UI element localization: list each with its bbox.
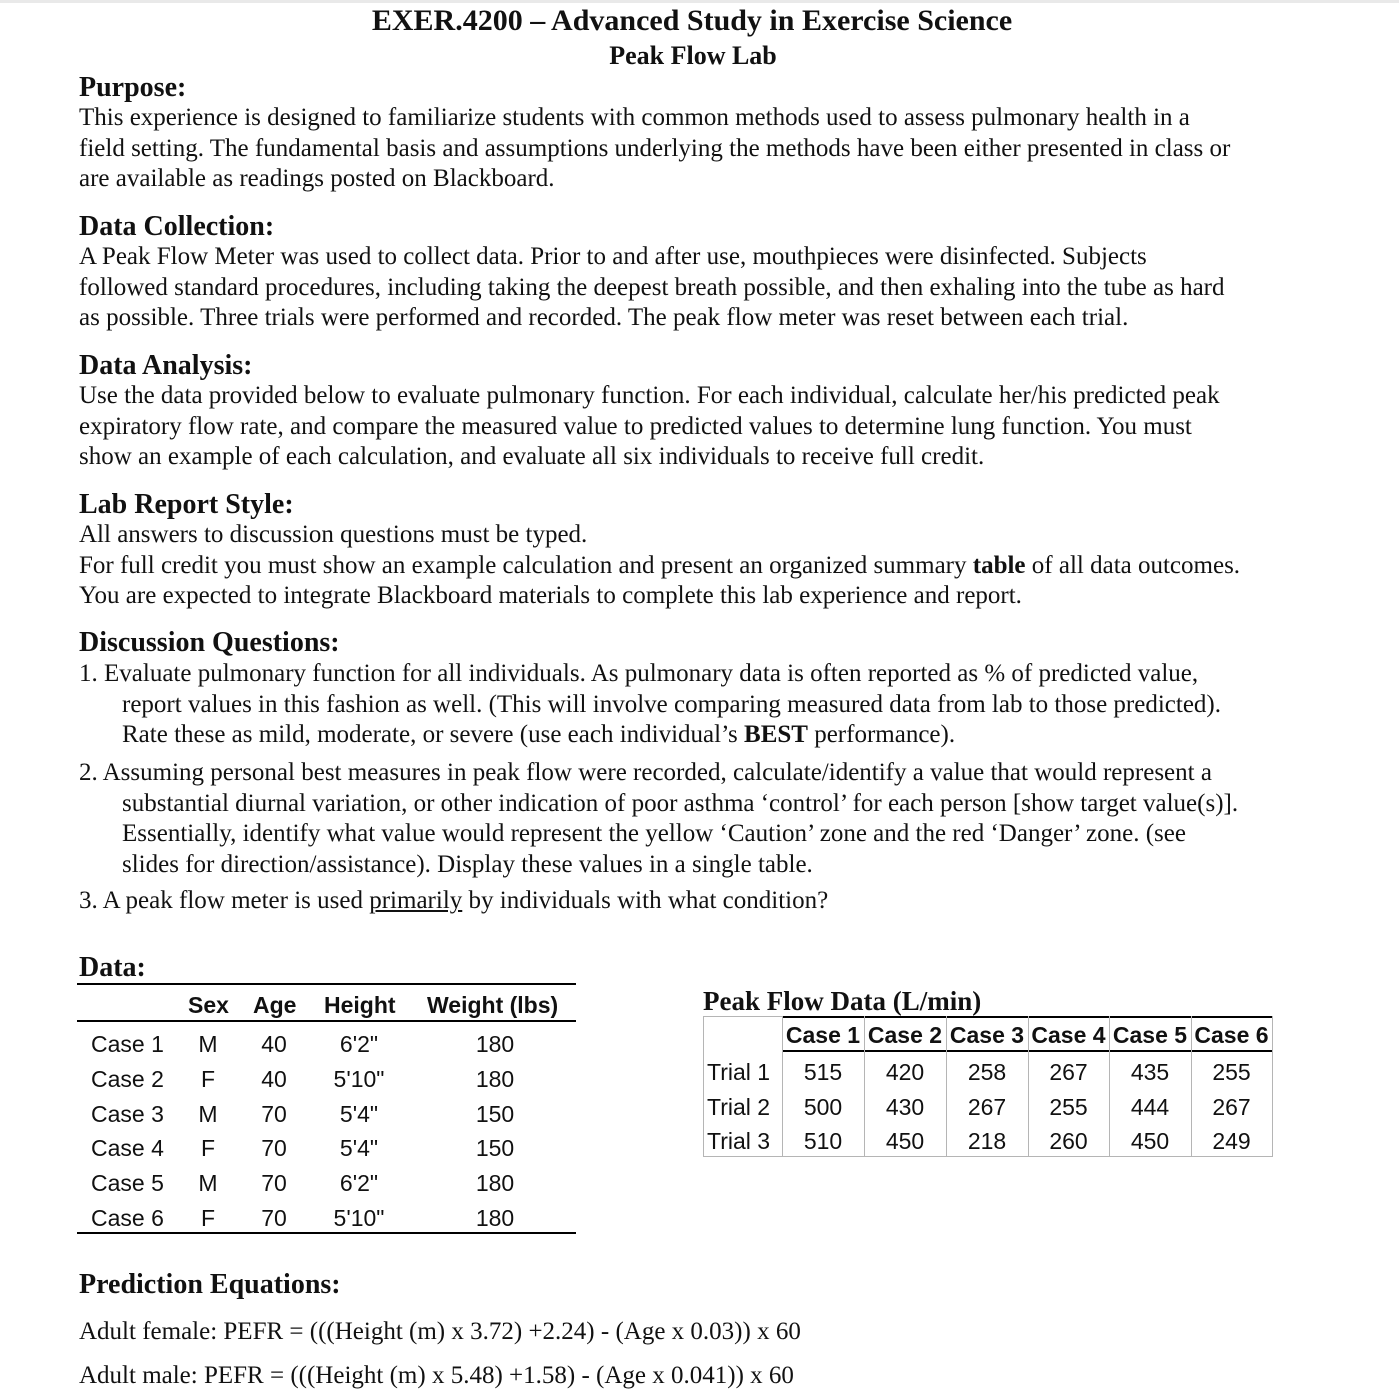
pf-value-cell: 267 [1212,1093,1251,1120]
section-lab-report-style [79,490,1319,612]
header-weight: Weight (lbs) [427,992,559,1018]
cell-case: Case 5 [91,1170,164,1197]
cell-height: 6'2" [339,1170,379,1197]
data-collection-line-1: A Peak Flow Meter was used to collect data. Prior to and after use, mouthpieces were disinfected. Subjects [79,243,1147,270]
purpose-line-2: field setting. The fundamental basis and assumptions underlying the methods have been either presented in class or [79,134,1231,162]
pf-header-case: Case 4 [1031,1022,1106,1048]
cell-weight: 150 [475,1100,515,1127]
cell-height: 6'2" [339,1031,379,1057]
pf-value-cell: 444 [1130,1093,1170,1120]
cell-age: 40 [261,1065,287,1092]
cell-weight: 180 [475,1205,515,1231]
table-bottom-rule [77,1232,576,1234]
pf-value-cell: 260 [1049,1128,1088,1154]
pf-row-label: Trial 2 [707,1093,771,1120]
cell-sex: M [198,1031,218,1057]
pf-grid-line [703,1016,782,1017]
header-height: Height [324,992,396,1018]
pf-value-cell: 420 [885,1059,925,1085]
peak-flow-table [703,1016,1272,1157]
cell-age: 70 [261,1135,287,1162]
data-analysis-line-1: Use the data provided below to evaluate pulmonary function. For each individual, calculate her/his predicted peak [79,382,1220,409]
cell-case: Case 6 [91,1205,164,1231]
emphasis-primarily: primarily [369,887,463,914]
table-row [77,1131,576,1165]
pf-value-cell: 450 [1130,1128,1170,1154]
lab-report-heading: Lab Report Style: [79,489,294,520]
lab-report-line-1: All answers to discussion questions must be typed. [79,521,588,548]
pf-value-cell: 510 [803,1128,843,1154]
question-1: 1. Evaluate pulmonary function for all individuals. As pulmonary data is often reported as % of predicted value, report values in this fashion as well. (This will involve comparing measured data from lab to those predicted). Rate these as mild, moderate, or severe (use each individual’s BEST performance). [79,660,1222,748]
cell-weight: 180 [475,1065,515,1092]
cell-height: 5'4" [339,1135,379,1162]
pf-grid-line [1272,1016,1273,1157]
table-row [77,1027,576,1061]
cell-weight: 180 [475,1170,515,1197]
pf-value-cell: 500 [803,1093,843,1120]
pf-value-cell: 255 [1049,1093,1088,1120]
data-collection-heading: Data Collection: [79,211,275,242]
cell-case: Case 3 [91,1100,164,1127]
cell-sex: F [200,1065,216,1092]
purpose-line-3: are available as readings posted on Blackboard. [79,165,555,192]
pf-value-cell: 218 [967,1128,1007,1154]
data-analysis-heading: Data Analysis: [79,350,253,381]
pf-row-label: Trial 1 [707,1059,771,1085]
pf-grid-line [703,1016,704,1157]
cell-age: 40 [261,1031,287,1057]
cell-age: 70 [261,1205,287,1231]
pf-header-case: Case 6 [1194,1022,1269,1048]
table-row [77,1201,576,1235]
section-purpose [79,73,1319,195]
purpose-heading: Purpose: [79,72,187,103]
document-title: EXER.4200 – Advanced Study in Exercise Science [371,4,1013,37]
cell-weight: 180 [475,1031,515,1057]
data-collection-line-3: as possible. Three trials were performed and recorded. The peak flow meter was reset between each trial. [79,304,1129,331]
purpose-line-1: This experience is designed to familiarize students with common methods used to assess pulmonary health in a [79,104,1190,131]
peak-flow-title: Peak Flow Data (L/min) [703,986,982,1016]
cell-height: 5'10" [333,1205,385,1231]
cell-case: Case 2 [91,1065,164,1092]
table-row [77,1062,576,1096]
pf-value-cell: 249 [1212,1128,1251,1154]
table-header-rule [77,1020,576,1022]
question-3: 3. A peak flow meter is used primarily by individuals with what condition? [79,887,829,914]
cell-weight: 150 [475,1135,515,1162]
section-data-collection [79,212,1319,334]
pf-value-cell: 267 [967,1093,1007,1120]
data-analysis-line-3: show an example of each calculation, and evaluate all six individuals to receive full credit. [79,443,985,470]
emphasis-table: table [972,551,1026,579]
question-2: 2. Assuming personal best measures in peak flow were recorded, calculate/identify a value that would represent a substantial diurnal variation, or other indication of poor asthma ‘control’ for each person [show target value(s)]. Essentially, identify what value would represent the yellow ‘Caution’ zone and the red ‘Danger’ zone. (see slides for direction/assistance). Display these values in a single table. [79,759,1239,878]
cell-sex: M [198,1100,218,1127]
cell-height: 5'10" [333,1065,385,1092]
data-collection-line-2: followed standard procedures, including taking the deepest breath possible, and then exhaling into the tube as hard [79,273,1225,301]
pf-value-cell: 435 [1130,1059,1170,1085]
pf-value-cell: 267 [1049,1059,1088,1085]
pf-header-case: Case 3 [949,1022,1025,1048]
cell-case: Case 1 [91,1031,164,1057]
pf-row-label: Trial 3 [707,1128,771,1154]
cell-case: Case 4 [91,1135,164,1162]
pf-value-cell: 255 [1212,1059,1251,1085]
section-data-analysis [79,351,1319,473]
table-header-row [77,988,576,1022]
cell-age: 70 [261,1170,287,1197]
pf-header-case: Case 2 [867,1022,943,1048]
table-top-rule [77,983,576,985]
table-row [77,1097,576,1131]
equation-male: Adult male: PEFR = (((Height (m) x 5.48) +1.58) - (Age x 0.041)) x 60 [79,1362,794,1389]
cell-sex: M [198,1170,218,1197]
document-subtitle: Peak Flow Lab [609,41,777,70]
pf-value-cell: 450 [885,1128,925,1154]
section-discussion-heading [79,628,1319,658]
cell-sex: F [200,1205,216,1231]
equation-female: Adult female: PEFR = (((Height (m) x 3.72) +2.24) - (Age x 0.03)) x 60 [79,1318,801,1345]
cell-age: 70 [261,1100,287,1127]
pf-value-cell: 515 [803,1059,843,1085]
table-row [77,1166,576,1200]
pf-header-case: Case 1 [785,1022,861,1048]
cell-height: 5'4" [339,1100,379,1127]
header-sex: Sex [188,992,229,1018]
pf-value-cell: 258 [967,1059,1007,1085]
lab-report-line-3: You are expected to integrate Blackboard materials to complete this lab experience and report. [79,582,1022,609]
discussion-heading: Discussion Questions: [79,627,340,658]
data-label: Data: [79,952,146,983]
cell-sex: F [200,1135,216,1162]
header-age: Age [253,992,297,1018]
data-analysis-line-2: expiratory flow rate, and compare the measured value to predicted values to determine lung function. You must [79,412,1192,440]
lab-report-line-2: For full credit you must show an example calculation and present an organized summary table of all data outcomes. [79,551,1241,579]
pf-value-cell: 430 [885,1093,925,1120]
pf-header-case: Case 5 [1112,1022,1188,1048]
emphasis-best: BEST [744,721,808,748]
prediction-heading: Prediction Equations: [79,1269,341,1300]
